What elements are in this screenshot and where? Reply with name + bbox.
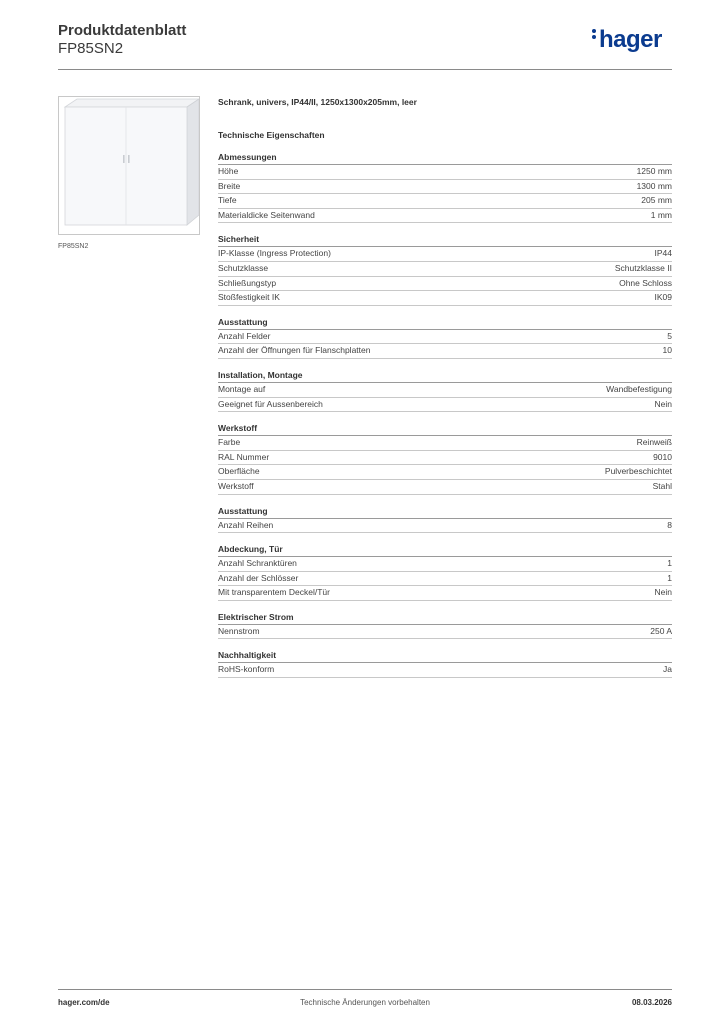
property-group bbox=[218, 233, 672, 305]
property-label: Höhe bbox=[218, 166, 239, 176]
property-value: Nein bbox=[654, 587, 672, 598]
page-title: Produktdatenblatt bbox=[58, 22, 187, 39]
property-value: Reinweiß bbox=[636, 437, 672, 448]
property-groups bbox=[218, 151, 672, 678]
group-title: Abmessungen bbox=[218, 151, 672, 165]
property-value: 1250 mm bbox=[636, 166, 672, 176]
property-group bbox=[218, 649, 672, 678]
property-value: Ohne Schloss bbox=[619, 277, 672, 288]
property-label: Oberfläche bbox=[218, 466, 260, 477]
property-label: Materialdicke Seitenwand bbox=[218, 209, 315, 220]
property-label: Farbe bbox=[218, 437, 241, 448]
group-title: Elektrischer Strom bbox=[218, 611, 672, 625]
property-row bbox=[218, 557, 672, 572]
group-title: Nachhaltigkeit bbox=[218, 649, 672, 663]
property-value: 5 bbox=[667, 330, 672, 341]
section-heading: Technische Eigenschaften bbox=[218, 130, 325, 140]
property-group bbox=[218, 422, 672, 494]
property-value: Wandbefestigung bbox=[606, 383, 672, 394]
document-header bbox=[58, 22, 186, 58]
property-row bbox=[218, 194, 672, 209]
property-label: Mit transparentem Deckel/Tür bbox=[218, 587, 330, 598]
property-row bbox=[218, 465, 672, 480]
property-label: Anzahl der Öffnungen für Flanschplatten bbox=[218, 345, 371, 356]
property-label: Anzahl der Schlösser bbox=[218, 572, 299, 583]
property-label: Stoßfestigkeit IK bbox=[218, 292, 280, 303]
property-row bbox=[218, 180, 672, 195]
property-row bbox=[218, 451, 672, 466]
property-row bbox=[218, 572, 672, 587]
property-value: 9010 bbox=[653, 451, 672, 462]
property-row bbox=[218, 663, 672, 678]
property-value: 1 bbox=[667, 572, 672, 583]
property-value: Nein bbox=[654, 398, 672, 409]
property-label: RoHS-konform bbox=[218, 664, 275, 675]
product-details bbox=[218, 96, 672, 678]
logo-dots-icon bbox=[592, 27, 597, 41]
property-row bbox=[218, 480, 672, 495]
group-title: Werkstoff bbox=[218, 422, 672, 436]
property-label: Schutzklasse bbox=[218, 262, 269, 273]
logo-text: hager bbox=[599, 26, 662, 53]
footer-website: hager.com/de bbox=[58, 998, 110, 1007]
product-image bbox=[58, 96, 200, 235]
property-value: 1 bbox=[667, 558, 672, 569]
group-title: Installation, Montage bbox=[218, 369, 672, 383]
property-row bbox=[218, 277, 672, 292]
property-label: RAL Nummer bbox=[218, 451, 270, 462]
property-label: IP-Klasse (Ingress Protection) bbox=[218, 248, 331, 259]
property-value: 8 bbox=[667, 519, 672, 530]
property-row bbox=[218, 262, 672, 277]
property-group bbox=[218, 611, 672, 640]
property-value: 1300 mm bbox=[636, 180, 672, 191]
footer-divider bbox=[58, 989, 672, 990]
group-title: Sicherheit bbox=[218, 233, 672, 247]
property-value: Schutzklasse II bbox=[614, 262, 672, 273]
property-group bbox=[218, 543, 672, 601]
property-value: 205 mm bbox=[641, 195, 672, 206]
property-label: Anzahl Reihen bbox=[218, 519, 274, 530]
property-row bbox=[218, 247, 672, 262]
property-label: Nennstrom bbox=[218, 625, 260, 636]
property-row bbox=[218, 383, 672, 398]
property-value: 10 bbox=[662, 345, 672, 356]
group-title: Ausstattung bbox=[218, 505, 672, 519]
property-value: 250 A bbox=[650, 625, 672, 636]
property-row bbox=[218, 291, 672, 306]
property-value: IP44 bbox=[654, 248, 672, 259]
property-row bbox=[218, 519, 672, 534]
property-label: Breite bbox=[218, 180, 241, 191]
property-group bbox=[218, 505, 672, 534]
group-title: Abdeckung, Tür bbox=[218, 543, 672, 557]
footer-notice: Technische Änderungen vorbehalten bbox=[300, 998, 430, 1007]
property-label: Montage auf bbox=[218, 383, 266, 394]
property-row bbox=[218, 625, 672, 640]
property-group bbox=[218, 369, 672, 412]
property-value: IK09 bbox=[654, 292, 672, 303]
product-description: Schrank, univers, IP44/II, 1250x1300x205mm, leer bbox=[218, 97, 417, 107]
property-label: Tiefe bbox=[218, 195, 237, 206]
property-group bbox=[218, 316, 672, 359]
image-caption: FP85SN2 bbox=[58, 243, 89, 250]
cabinet-illustration-icon bbox=[59, 97, 199, 234]
property-label: Anzahl Felder bbox=[218, 330, 271, 341]
group-title: Ausstattung bbox=[218, 316, 672, 330]
property-row bbox=[218, 586, 672, 601]
property-row bbox=[218, 344, 672, 359]
property-label: Geeignet für Aussenbereich bbox=[218, 398, 323, 409]
property-value: 1 mm bbox=[650, 209, 672, 220]
footer-date: 08.03.2026 bbox=[631, 998, 672, 1007]
property-value: Ja bbox=[663, 664, 672, 675]
header-divider bbox=[58, 69, 672, 70]
property-value: Stahl bbox=[652, 480, 672, 491]
property-row bbox=[218, 330, 672, 345]
property-label: Schließungstyp bbox=[218, 277, 277, 288]
property-value: Pulverbeschichtet bbox=[604, 466, 672, 477]
property-label: Werkstoff bbox=[218, 480, 254, 491]
property-row bbox=[218, 398, 672, 413]
property-row bbox=[218, 436, 672, 451]
property-label: Anzahl Schranktüren bbox=[218, 558, 297, 569]
property-row bbox=[218, 209, 672, 224]
property-row bbox=[218, 165, 672, 180]
hager-logo bbox=[592, 26, 662, 54]
product-code: FP85SN2 bbox=[58, 40, 124, 57]
property-group bbox=[218, 151, 672, 223]
